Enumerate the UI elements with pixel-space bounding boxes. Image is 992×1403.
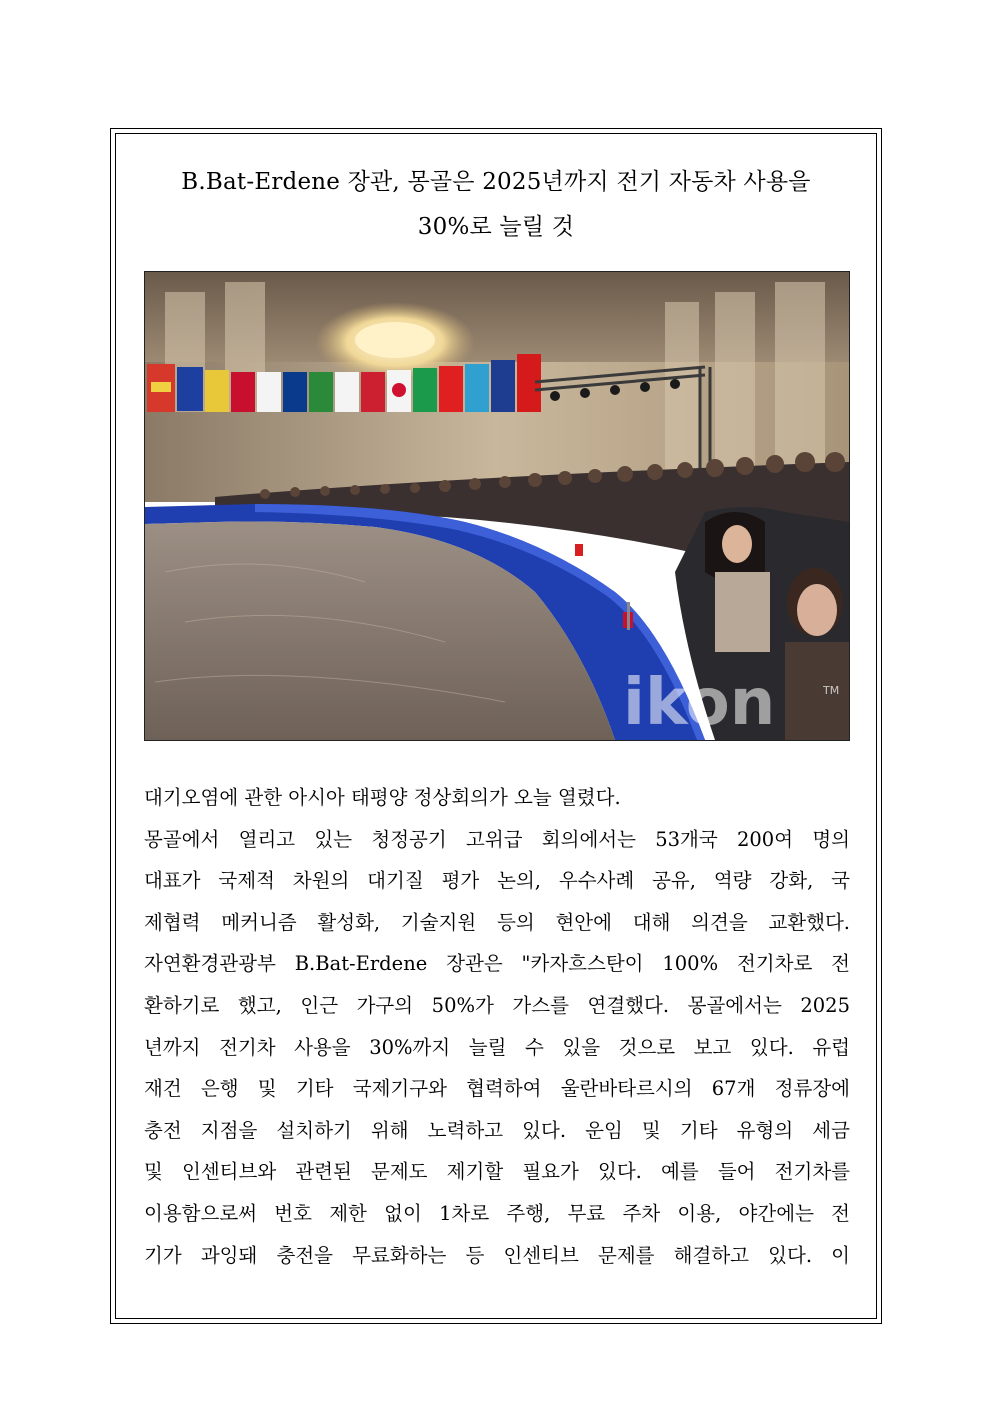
body-line: 환하기로 했고, 인근 가구의 50%가 가스를 연결했다. 몽골에서는 2025 (144, 993, 850, 1017)
body-line: 년까지 전기차 사용을 30%까지 늘릴 수 있을 것으로 보고 있다. 유럽 (144, 1035, 850, 1059)
article-body (144, 777, 850, 1276)
body-line: 대표가 국제적 차원의 대기질 평가 논의, 우수사례 공유, 역량 강화, 국 (144, 869, 850, 893)
body-line: 충전 지점을 설치하기 위해 노력하고 있다. 운임 및 기타 유형의 세금 (144, 1118, 850, 1142)
body-line: 몽골에서 열리고 있는 청정공기 고위급 회의에서는 53개국 200여 명의 (144, 827, 850, 851)
body-line: 대기오염에 관한 아시아 태평양 정상회의가 오늘 열렸다. (144, 786, 621, 809)
body-line: 및 인센티브와 관련된 문제도 제기할 필요가 있다. 예를 들어 전기차를 (144, 1160, 850, 1184)
title-line-1: B.Bat-Erdene 장관, 몽골은 2025년까지 전기 자동차 사용을 (181, 169, 811, 195)
body-line: 자연환경관광부 B.Bat-Erdene 장관은 "카자흐스탄이 100% 전기차로 전 (144, 952, 850, 976)
conference-photo (144, 271, 850, 741)
photo-trademark: TM (823, 684, 840, 697)
body-line: 제협력 메커니즘 활성화, 기술지원 등의 현안에 대해 의견을 교환했다. (144, 910, 850, 934)
title-line-2: 30%로 늘릴 것 (417, 214, 575, 240)
photo-watermark: ikon (623, 666, 776, 740)
article-title (130, 160, 862, 250)
body-line: 이용함으로써 번호 제한 없이 1차로 주행, 무료 주차 이용, 야간에는 전 (144, 1201, 850, 1225)
body-line: 기가 과잉돼 충전을 무료화하는 등 인센티브 문제를 해결하고 있다. 이 (144, 1243, 850, 1267)
body-line: 재건 은행 및 기타 국제기구와 협력하여 울란바타르시의 67개 정류장에 (144, 1077, 850, 1101)
